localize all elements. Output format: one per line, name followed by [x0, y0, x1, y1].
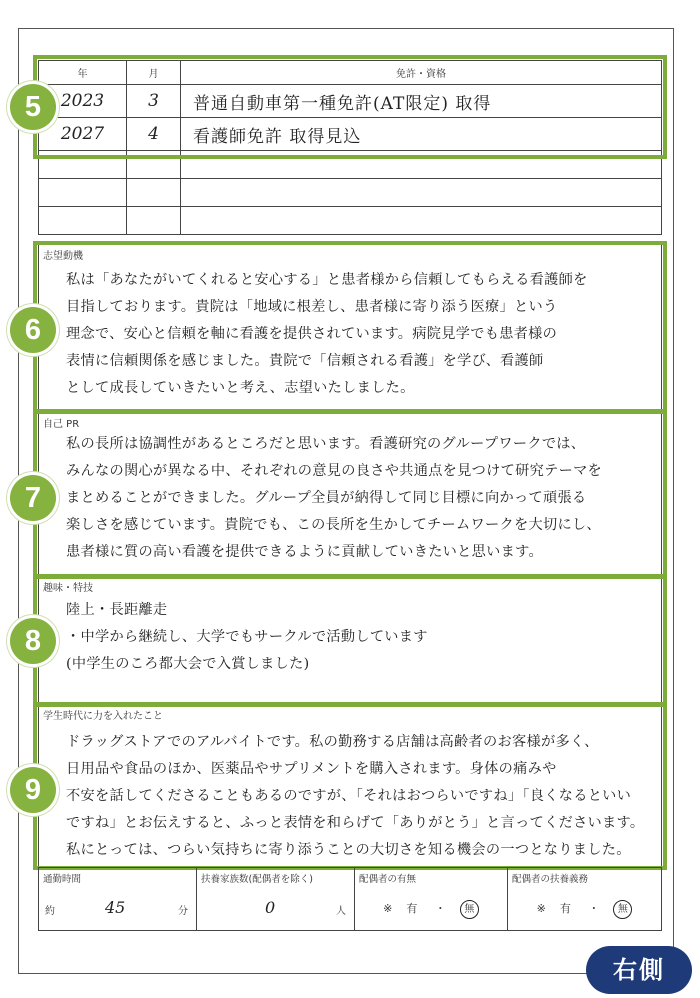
license-row [39, 118, 662, 151]
student-life-section [38, 704, 662, 867]
text-line: 不安を話してくださることもあるのですが、「それはおつらいですね」「良くなるといい [66, 788, 632, 804]
spouse-support-label: 配偶者の扶養義務 [512, 874, 589, 885]
commute-label: 通勤時間 [43, 874, 82, 885]
section-number-badge: 5 [10, 84, 56, 130]
license-table [38, 60, 662, 235]
option-no-circled: 無 [613, 900, 632, 919]
text-line: として成長していきたいと考え、志望いたしました。 [66, 380, 415, 396]
spouse-support-cell [508, 868, 661, 930]
self-pr-body [66, 431, 651, 566]
option-yes: 有 [406, 902, 418, 915]
dependents-label: 扶養家族数(配偶者を除く) [201, 874, 313, 885]
dependents-value: 0 [265, 898, 276, 917]
separator: ・ [434, 902, 446, 915]
commute-cell [39, 868, 197, 930]
license-month: 4 [127, 118, 181, 151]
motivation-section [38, 244, 662, 412]
self-pr-section [38, 412, 662, 576]
text-line: まとめることができました。グループ全員が納得して同じ目標に向かって頑張る [66, 490, 587, 506]
text-line: 目指しております。貴院は「地域に根差し、患者様に寄り添う医療」という [66, 299, 558, 315]
spouse-cell [355, 868, 508, 930]
commute-prefix: 約 [45, 906, 55, 917]
header-year: 年 [39, 61, 127, 85]
text-line: 理念で、安心と信頼を軸に看護を提供されています。病院見学でも患者様の [66, 326, 558, 342]
header-month: 月 [127, 61, 181, 85]
spouse-support-choices [508, 900, 661, 919]
section-number-badge: 6 [10, 307, 56, 353]
spouse-choices [355, 900, 507, 919]
text-line: 私は「あなたがいてくれると安心する」と患者様から信頼してもらえる看護師を [66, 272, 588, 288]
bottom-info-row [38, 867, 662, 931]
text-line: ドラッグストアでのアルバイトです。私の勤務する店舗は高齢者のお客様が多く、 [66, 734, 599, 750]
license-text: 看護師免許 取得見込 [181, 118, 662, 151]
text-line: ・中学から継続し、大学でもサークルで活動しています [66, 629, 428, 645]
text-line: 楽しさを感じています。貴院でも、この長所を生かしてチームワークを大切にし、 [66, 517, 601, 533]
license-empty-row [39, 207, 662, 235]
license-empty-row [39, 151, 662, 179]
option-no-circled: 無 [460, 900, 479, 919]
license-row [39, 85, 662, 118]
license-header-row [39, 61, 662, 85]
text-line: 陸上・長距離走 [66, 602, 168, 618]
separator: ・ [588, 902, 600, 915]
dependents-cell [197, 868, 355, 930]
self-pr-label: 自己 PR [43, 419, 80, 430]
motivation-label: 志望動機 [43, 251, 83, 262]
license-year: 2023 [39, 85, 127, 118]
commute-unit: 分 [178, 906, 188, 917]
text-line: 患者様に質の高い看護を提供できるように貢献していきたいと思います。 [66, 544, 543, 560]
section-number-badge: 9 [10, 767, 56, 813]
spouse-label: 配偶者の有無 [359, 874, 417, 885]
license-text: 普通自動車第一種免許(AT限定) 取得 [181, 85, 662, 118]
right-side-tag: 右側 [586, 946, 692, 994]
section-number-badge: 7 [10, 475, 56, 521]
motivation-body [66, 267, 651, 402]
student-life-label: 学生時代に力を入れたこと [43, 711, 163, 722]
commute-value: 45 [105, 898, 126, 917]
text-line: みんなの関心が異なる中、それぞれの意見の良さや共通点を見つけて研究テーマを [66, 463, 603, 479]
hobbies-body [66, 597, 651, 678]
option-yes: 有 [559, 902, 571, 915]
text-line: 私の長所は協調性があるところだと思います。看護研究のグループワークでは、 [66, 436, 586, 452]
section-number-badge: 8 [10, 618, 56, 664]
header-license: 免許・資格 [181, 61, 662, 85]
hobbies-label: 趣味・特技 [43, 583, 93, 594]
note-mark: ※ [383, 902, 393, 915]
license-empty-row [39, 179, 662, 207]
license-month: 3 [127, 85, 181, 118]
text-line: 私にとっては、つらい気持ちに寄り添うことの大切さを知る機会の一つとなりました。 [66, 842, 631, 858]
dependents-unit: 人 [336, 906, 346, 917]
text-line: (中学生のころ都大会で入賞しました) [66, 656, 310, 672]
text-line: 日用品や食品のほか、医薬品やサプリメントを購入されます。身体の痛みや [66, 761, 557, 777]
text-line: 表情に信頼関係を感じました。貴院で「信頼される看護」を学び、看護師 [66, 353, 544, 369]
license-year: 2027 [39, 118, 127, 151]
text-line: ですね」とお伝えすると、ふっと表情を和らげて「ありがとう」と言ってくださいます。 [66, 815, 645, 831]
student-life-body [66, 729, 651, 864]
note-mark: ※ [536, 902, 546, 915]
hobbies-section [38, 576, 662, 704]
